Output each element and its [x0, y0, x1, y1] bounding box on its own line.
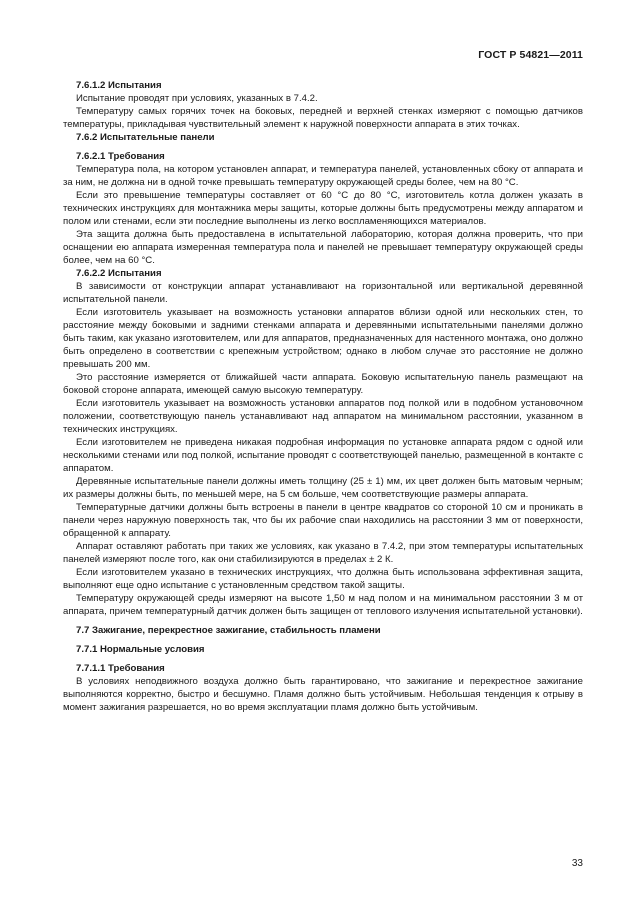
paragraph: Если изготовитель указывает на возможность установки аппаратов вблизи одной или нескольких стен, то расстояние между боковыми и задними стенками аппарата и деревянными испытательными панелями должно быть таким, как указано изготовителем, или для аппаратов, предназначенных для настенного монтажа, оно должно быть определено в соответствии с крепежным устройством; однако в любом случае это расстояние не должно превышать 200 мм.: [63, 307, 583, 370]
paragraph: Эта защита должна быть предоставлена в испытательной лабораторию, которая должна проверить, что при оснащении ею аппарата измеренная температура пола и панелей не превышает температуру окружающей среды более, чем на 60 °С.: [63, 229, 583, 266]
paragraph: Если изготовителем указано в технических инструкциях, что должна быть использована эффективная защита, выполняют еще одно испытание с установленным средством такой защиты.: [63, 567, 583, 591]
paragraph: Деревянные испытательные панели должны иметь толщину (25 ± 1) мм, их цвет должен быть матовым черным; их размеры должны быть, по меньшей мере, на 5 см больше, чем соответствующие размеры аппарата.: [63, 476, 583, 500]
section-heading: 7.6.2.1 Требования: [76, 151, 165, 162]
paragraph: Испытание проводят при условиях, указанных в 7.4.2.: [76, 93, 318, 104]
page-content: [63, 79, 583, 714]
paragraph: Температура пола, на котором установлен аппарат, и температура панелей, установленных сбоку от аппарата и за ним, не должна ни в одной точке превышать температуру окружающей среды более, чем на 80 °С.: [63, 164, 583, 188]
paragraph: Аппарат оставляют работать при таких же условиях, как указано в 7.4.2, при этом температуры испытательных панелей измеряют после того, как они стабилизируются в пределах ± 2 К.: [63, 541, 583, 565]
paragraph: Если изготовителем не приведена никакая подробная информация по установке аппарата рядом с одной или несколькими стенами или под полкой, испытание проводят с соответствующей панелью, размещенной в контакте с аппаратом.: [63, 437, 583, 474]
section-heading: 7.6.2.2 Испытания: [76, 268, 162, 279]
document-id: ГОСТ Р 54821—2011: [478, 49, 583, 61]
paragraph: Температуру окружающей среды измеряют на высоте 1,50 м над полом и на минимальном расстоянии 3 м от аппарата, причем температурный датчик должен быть защищен от теплового излучения испытательной установки).: [63, 593, 583, 617]
paragraph: В зависимости от конструкции аппарат устанавливают на горизонтальной или вертикальной деревянной испытательной панели.: [63, 281, 583, 305]
section-heading: 7.6.2 Испытательные панели: [76, 132, 215, 143]
section-heading: 7.7.1.1 Требования: [76, 663, 165, 674]
paragraph: Температуру самых горячих точек на боковых, передней и верхней стенках измеряют с помощью датчиков температуры, прикладывая чувствительный элемент к наружной поверхности аппарата в этих точках.: [63, 106, 583, 130]
section-heading: 7.6.1.2 Испытания: [76, 80, 162, 91]
page-number: 33: [571, 858, 583, 869]
section-heading: 7.7 Зажигание, перекрестное зажигание, стабильность пламени: [76, 625, 381, 636]
paragraph: Температурные датчики должны быть встроены в панели в центре квадратов со стороной 10 см и проникать в панели через наружную поверхность так, что бы их рабочие спаи находились на расстоянии 3 мм от поверхности, обращенной к аппарату.: [63, 502, 583, 539]
paragraph: Если это превышение температуры составляет от 60 °С до 80 °С, изготовитель котла должен указать в технических инструкциях для монтажника меры защиты, которые должны быть предусмотрены между аппаратом и полом или стенами, если эти последние выполнены из легко воспламеняющихся материалов.: [63, 190, 583, 227]
section-heading: 7.7.1 Нормальные условия: [76, 644, 205, 655]
paragraph: В условиях неподвижного воздуха должно быть гарантировано, что зажигание и перекрестное зажигание выполняются корректно, быстро и бесшумно. Пламя должно быть устойчивым. Небольшая тенденция к отрыву в момент зажигания разрешается, но во время эксплуатации пламя должно быть устойчивым.: [63, 676, 583, 713]
paragraph: Это расстояние измеряется от ближайшей части аппарата. Боковую испытательную панель размещают на боковой стороне аппарата, имеющей самую высокую температуру.: [63, 372, 583, 396]
paragraph: Если изготовитель указывает на возможность установки аппаратов под полкой или в подобном установочном положении, соответствующую панель устанавливают над аппаратом на минимальном расстоянии, указанном в технических инструкциях.: [63, 398, 583, 435]
